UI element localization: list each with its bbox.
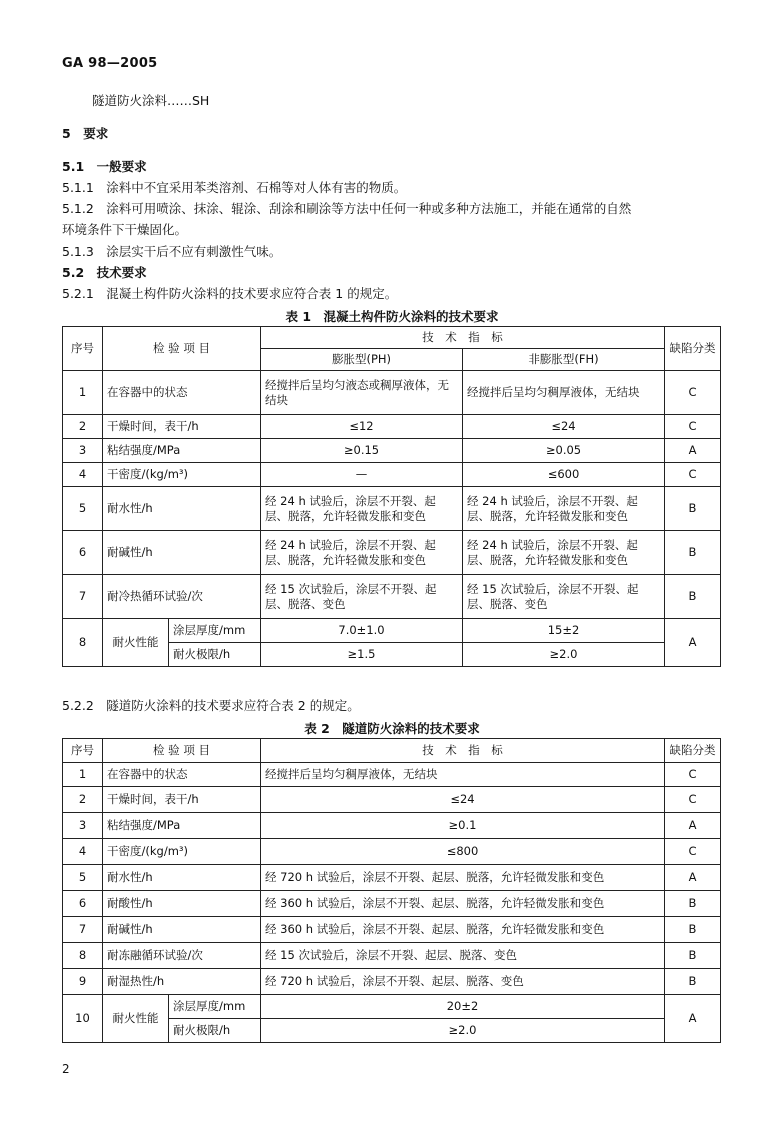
- table1-cell-no: 8: [63, 619, 103, 667]
- table1-cell-no: 1: [63, 371, 103, 415]
- table1-cell-no: 6: [63, 531, 103, 575]
- table2-cell-item: 干燥时间，表干/h: [103, 787, 261, 813]
- table-row: [63, 787, 721, 813]
- table1-cell-defect: C: [665, 371, 721, 415]
- table2-cell-spec: 经 720 h 试验后，涂层不开裂、起层、脱落、变色: [261, 969, 665, 995]
- clause-5-2-2: 5.2.2 隧道防火涂料的技术要求应符合表 2 的规定。: [62, 698, 360, 713]
- table2-cell-defect: A: [665, 995, 721, 1043]
- table1-cell-no: 4: [63, 463, 103, 487]
- table2-cell-no: 4: [63, 839, 103, 865]
- table1-header-item: 检 验 项 目: [103, 327, 261, 371]
- clause-5-1-2-line1: 5.1.2 涂料可用喷涂、抹涂、辊涂、刮涂和刷涂等方法中任何一种或多种方法施工，并能在通常的自然: [62, 201, 632, 216]
- table2-cell-item: 粘结强度/MPa: [103, 813, 261, 839]
- table1-cell-fh: 经 24 h 试验后，涂层不开裂、起层、脱落，允许轻微发胀和变色: [463, 531, 665, 575]
- table-row: [63, 575, 721, 619]
- table2-cell-defect: B: [665, 917, 721, 943]
- table1-header-defect: 缺陷分类: [665, 327, 721, 371]
- table1-cell-defect: A: [665, 439, 721, 463]
- table2-cell-spec: 经 360 h 试验后，涂层不开裂、起层、脱落，允许轻微发胀和变色: [261, 891, 665, 917]
- table2-header-spec: 技 术 指 标: [261, 739, 665, 763]
- table1-cell-ph: 经 24 h 试验后，涂层不开裂、起层、脱落，允许轻微发胀和变色: [261, 531, 463, 575]
- table-row: [63, 487, 721, 531]
- table1-cell-defect: B: [665, 531, 721, 575]
- table2-cell-subitem: 涂层厚度/mm: [169, 995, 261, 1019]
- clause-5-2-1: 5.2.1 混凝土构件防火涂料的技术要求应符合表 1 的规定。: [62, 286, 398, 301]
- table2-header-item: 检 验 项 目: [103, 739, 261, 763]
- table1-cell-ph: ≥0.15: [261, 439, 463, 463]
- table1-cell-fh: ≥2.0: [463, 643, 665, 667]
- table1-cell-fh: ≤600: [463, 463, 665, 487]
- table2-cell-defect: A: [665, 813, 721, 839]
- table2-cell-item: 耐碱性/h: [103, 917, 261, 943]
- table2-cell-no: 5: [63, 865, 103, 891]
- table1-cell-item: 干燥时间，表干/h: [103, 415, 261, 439]
- table-row: [63, 995, 721, 1019]
- table1-header-ph: 膨胀型(PH): [261, 349, 463, 371]
- table2-cell-defect: B: [665, 969, 721, 995]
- table-row: [63, 865, 721, 891]
- table-row: [63, 531, 721, 575]
- table2-cell-item: 干密度/(kg/m³): [103, 839, 261, 865]
- section-5-heading: 5 要求: [62, 126, 109, 141]
- table2-cell-spec: 经搅拌后呈均匀稠厚液体，无结块: [261, 763, 665, 787]
- table-row: [63, 969, 721, 995]
- table-row: [63, 813, 721, 839]
- table1-caption: 表 1 混凝土构件防火涂料的技术要求: [285, 309, 499, 324]
- table1-cell-no: 5: [63, 487, 103, 531]
- table-row: [63, 619, 721, 643]
- table2-cell-defect: A: [665, 865, 721, 891]
- table1-cell-subitem: 涂层厚度/mm: [169, 619, 261, 643]
- table2-cell-no: 1: [63, 763, 103, 787]
- table1-cell-fh: 经 24 h 试验后，涂层不开裂、起层、脱落，允许轻微发胀和变色: [463, 487, 665, 531]
- clause-5-1-3: 5.1.3 涂层实干后不应有刺激性气味。: [62, 244, 282, 259]
- table-row: [63, 463, 721, 487]
- table2-cell-spec: ≤24: [261, 787, 665, 813]
- table1-cell-fh: 经搅拌后呈均匀稠厚液体，无结块: [463, 371, 665, 415]
- table1-cell-ph: 经 24 h 试验后，涂层不开裂、起层、脱落，允许轻微发胀和变色: [261, 487, 463, 531]
- table1-cell-defect: B: [665, 487, 721, 531]
- table2: [62, 738, 721, 1043]
- section-5-2-heading: 5.2 技术要求: [62, 265, 147, 280]
- table1-cell-subitem: 耐火极限/h: [169, 643, 261, 667]
- table1-cell-no: 7: [63, 575, 103, 619]
- table1-cell-ph: 7.0±1.0: [261, 619, 463, 643]
- table1-cell-defect: C: [665, 415, 721, 439]
- table-row: [63, 891, 721, 917]
- clause-5-1-2-line2: 环境条件下干燥固化。: [62, 222, 188, 237]
- table-row: [63, 943, 721, 969]
- table2-cell-no: 8: [63, 943, 103, 969]
- table1-cell-item: 耐火性能: [103, 619, 169, 667]
- table2-cell-spec: 经 720 h 试验后，涂层不开裂、起层、脱落，允许轻微发胀和变色: [261, 865, 665, 891]
- table2-cell-item: 耐冻融循环试验/次: [103, 943, 261, 969]
- table2-cell-item: 在容器中的状态: [103, 763, 261, 787]
- table1-cell-fh: ≤24: [463, 415, 665, 439]
- table2-cell-no: 9: [63, 969, 103, 995]
- table1-header-fh: 非膨胀型(FH): [463, 349, 665, 371]
- table2-cell-subitem: 耐火极限/h: [169, 1019, 261, 1043]
- clause-5-1-1: 5.1.1 涂料中不宜采用苯类溶剂、石棉等对人体有害的物质。: [62, 180, 407, 195]
- table2-cell-spec: 经 360 h 试验后，涂层不开裂、起层、脱落，允许轻微发胀和变色: [261, 917, 665, 943]
- table2-cell-spec: 经 15 次试验后，涂层不开裂、起层、脱落、变色: [261, 943, 665, 969]
- table2-cell-defect: B: [665, 943, 721, 969]
- table-row: [63, 439, 721, 463]
- page-number: 2: [62, 1062, 70, 1076]
- table2-cell-item: 耐酸性/h: [103, 891, 261, 917]
- table2-cell-no: 6: [63, 891, 103, 917]
- table2-cell-defect: C: [665, 839, 721, 865]
- table-row: [63, 763, 721, 787]
- table1-header-spec: 技 术 指 标: [261, 327, 665, 349]
- table2-caption: 表 2 隧道防火涂料的技术要求: [304, 721, 480, 736]
- document-header: GA 98—2005: [62, 56, 158, 71]
- table1-cell-defect: A: [665, 619, 721, 667]
- table1-cell-item: 耐水性/h: [103, 487, 261, 531]
- table-row: [63, 839, 721, 865]
- table1-cell-fh: 经 15 次试验后，涂层不开裂、起层、脱落、变色: [463, 575, 665, 619]
- table2-cell-defect: B: [665, 891, 721, 917]
- table1-cell-ph: —: [261, 463, 463, 487]
- table1-cell-defect: B: [665, 575, 721, 619]
- table2-cell-item: 耐火性能: [103, 995, 169, 1043]
- table2-cell-item: 耐水性/h: [103, 865, 261, 891]
- table1-cell-ph: 经搅拌后呈均匀液态或稠厚液体，无结块: [261, 371, 463, 415]
- table2-cell-no: 3: [63, 813, 103, 839]
- table2-cell-defect: C: [665, 763, 721, 787]
- table2-cell-no: 2: [63, 787, 103, 813]
- table1-cell-item: 耐冷热循环试验/次: [103, 575, 261, 619]
- table1-cell-item: 耐碱性/h: [103, 531, 261, 575]
- table-row: [63, 415, 721, 439]
- table2-cell-no: 10: [63, 995, 103, 1043]
- table2-cell-spec: ≥0.1: [261, 813, 665, 839]
- table2-cell-spec: 20±2: [261, 995, 665, 1019]
- table1-cell-item: 在容器中的状态: [103, 371, 261, 415]
- table2-cell-defect: C: [665, 787, 721, 813]
- table-row: [63, 371, 721, 415]
- table1-cell-defect: C: [665, 463, 721, 487]
- table1-cell-fh: 15±2: [463, 619, 665, 643]
- tunnel-coating-code: 隧道防火涂料……SH: [92, 93, 210, 108]
- table2-cell-no: 7: [63, 917, 103, 943]
- table1-cell-ph: ≥1.5: [261, 643, 463, 667]
- table1: [62, 326, 721, 667]
- table-row: [63, 917, 721, 943]
- section-5-1-heading: 5.1 一般要求: [62, 159, 147, 174]
- table2-header-no: 序号: [63, 739, 103, 763]
- table1-cell-ph: ≤12: [261, 415, 463, 439]
- table1-cell-fh: ≥0.05: [463, 439, 665, 463]
- table2-header-defect: 缺陷分类: [665, 739, 721, 763]
- table1-cell-no: 3: [63, 439, 103, 463]
- table2-cell-item: 耐湿热性/h: [103, 969, 261, 995]
- table1-cell-item: 干密度/(kg/m³): [103, 463, 261, 487]
- table1-cell-ph: 经 15 次试验后，涂层不开裂、起层、脱落、变色: [261, 575, 463, 619]
- table1-cell-item: 粘结强度/MPa: [103, 439, 261, 463]
- table1-header-no: 序号: [63, 327, 103, 371]
- table2-cell-spec: ≥2.0: [261, 1019, 665, 1043]
- table2-cell-spec: ≤800: [261, 839, 665, 865]
- table1-cell-no: 2: [63, 415, 103, 439]
